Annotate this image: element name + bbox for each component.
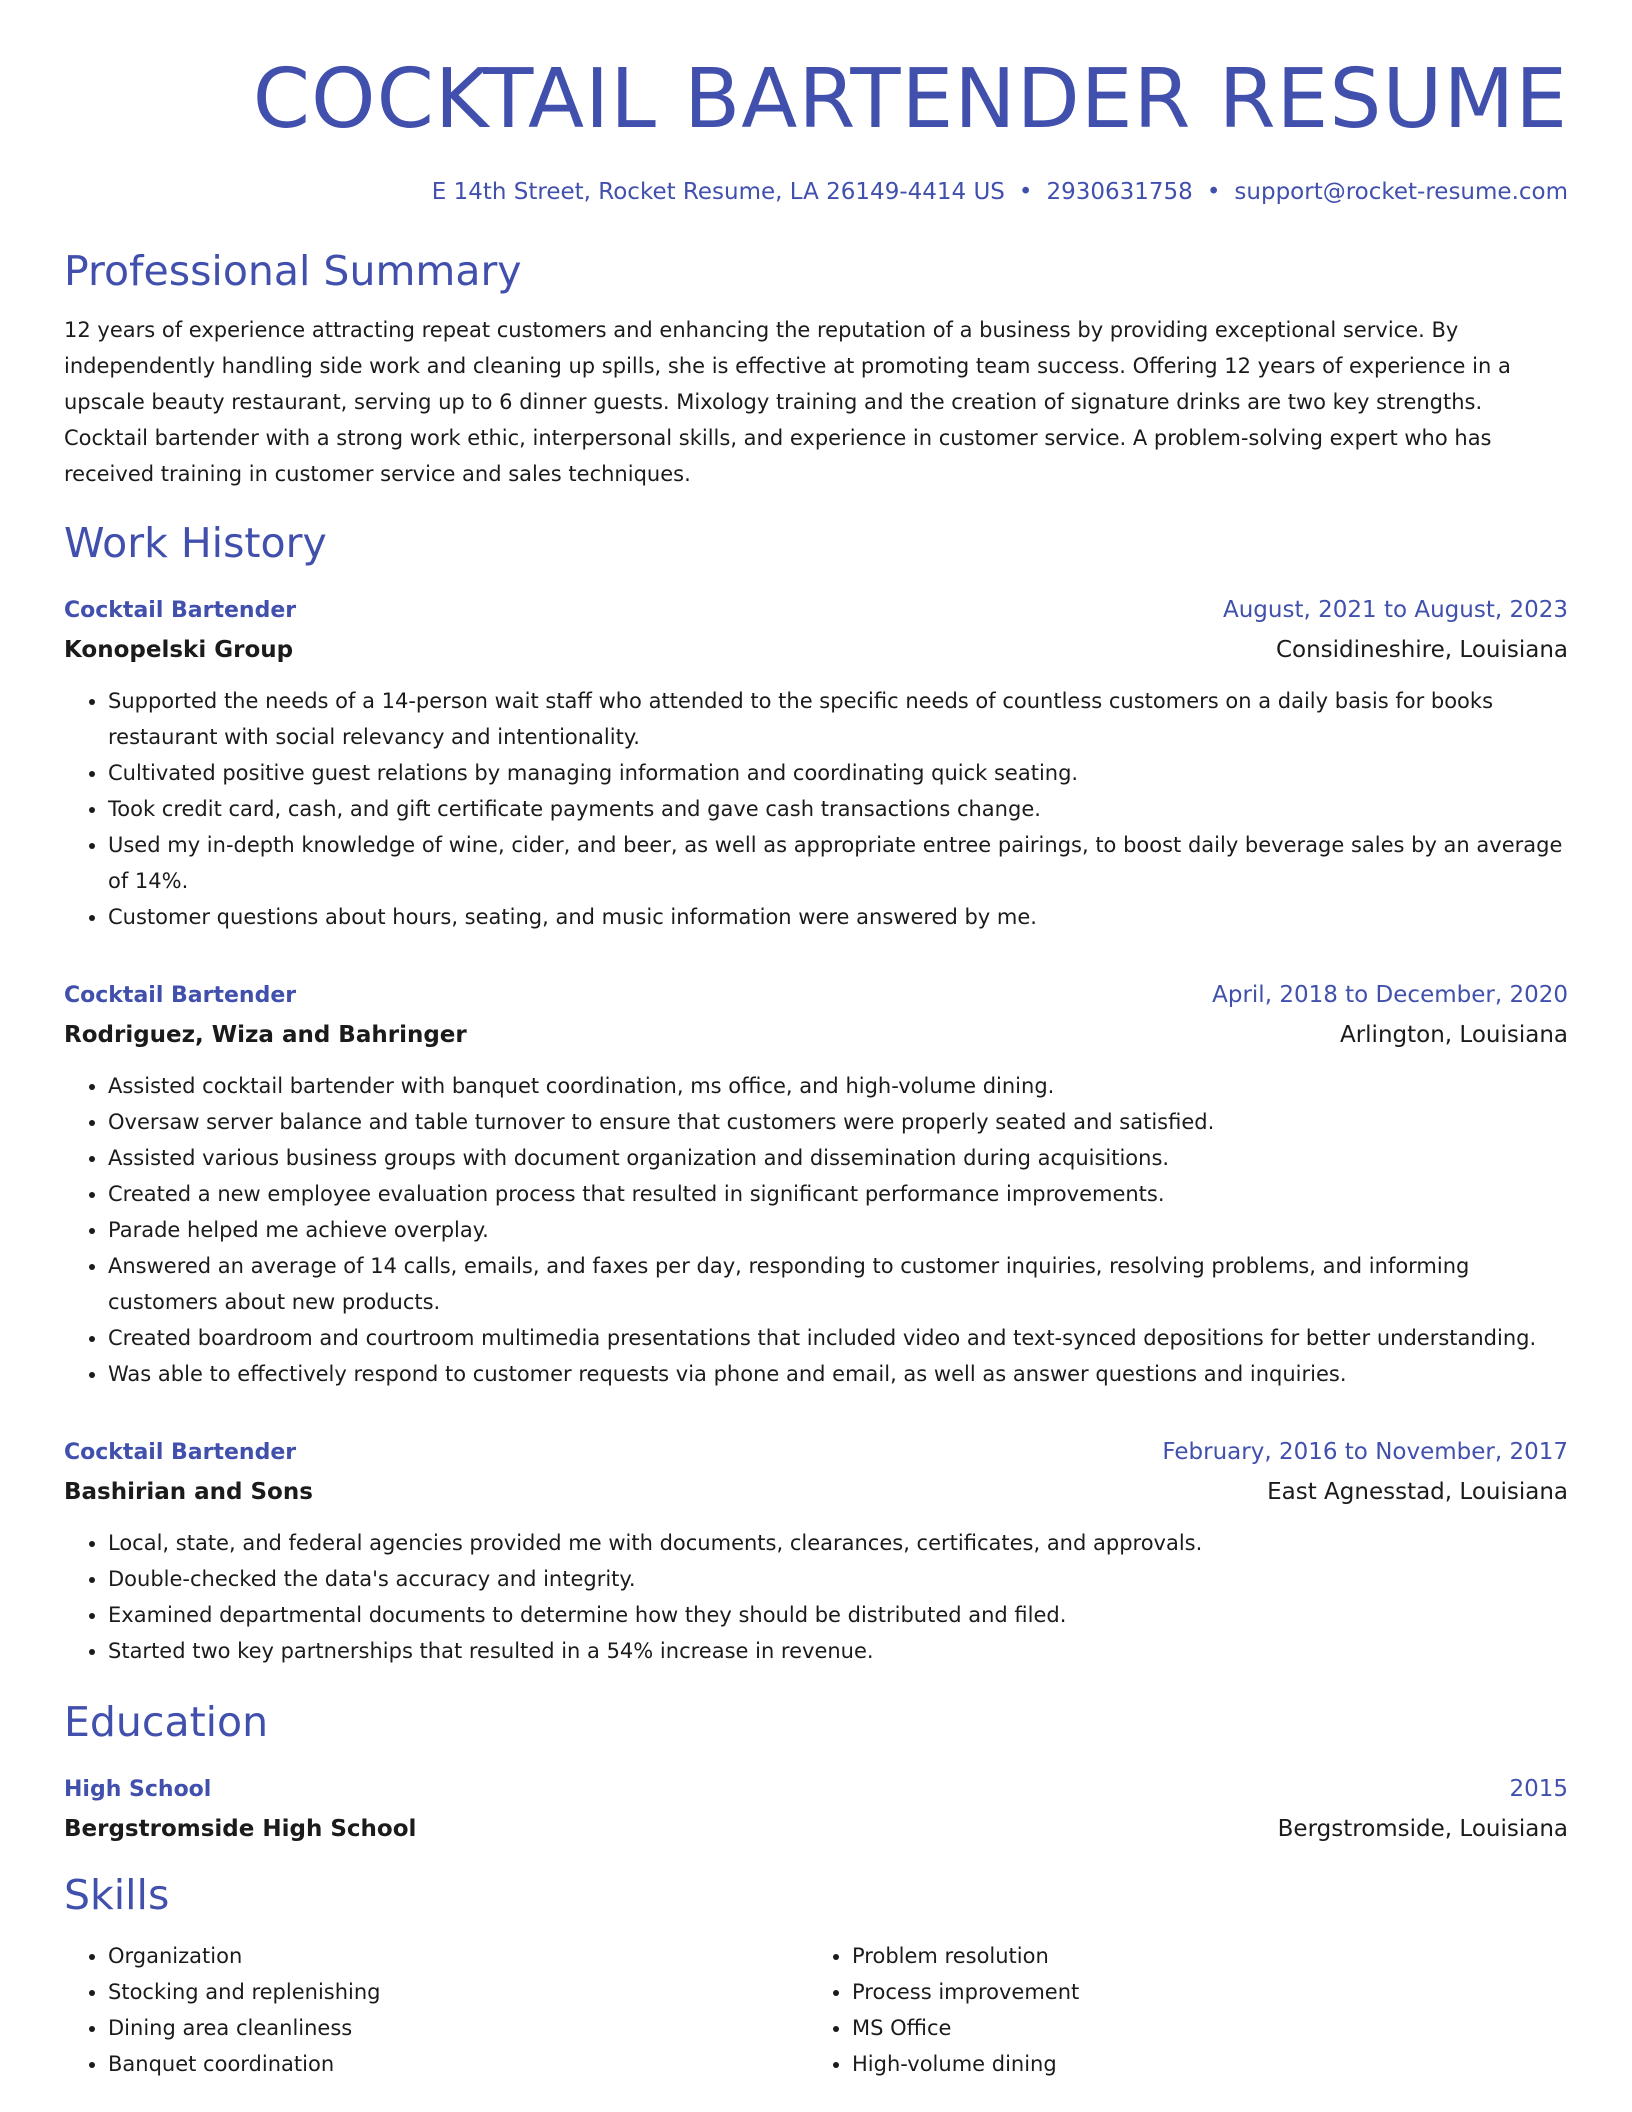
skill-item: • Process improvement (852, 1974, 1552, 2010)
skill-item: • Stocking and replenishing (108, 1974, 808, 2010)
job-bullet: • Assisted various business groups with document organization and dissemination during acquisitions. (108, 1140, 1568, 1176)
job-bullet: • Oversaw server balance and table turnover to ensure that customers were properly seated and satisfied. (108, 1104, 1568, 1140)
job-bullet: • Cultivated positive guest relations by managing information and coordinating quick seating. (108, 755, 1568, 791)
job-location: Considineshire, Louisiana (1275, 637, 1568, 663)
contact-separator: • (1018, 179, 1033, 205)
job-title: Cocktail Bartender (64, 1440, 297, 1465)
job-bullet: • Took credit card, cash, and gift certificate payments and gave cash transactions change. (108, 791, 1568, 827)
job-bullet: • Parade helped me achieve overplay. (108, 1212, 1568, 1248)
education-degree: High School (64, 1777, 212, 1802)
resume-page (64, 0, 1568, 2082)
education-entry (64, 1769, 1568, 1848)
contact-address: E 14th Street, Rocket Resume, LA 26149-4414 US (431, 179, 1005, 205)
skills-heading: Skills (64, 1871, 170, 1919)
job-dates: August, 2021 to August, 2023 (1223, 597, 1568, 623)
job-bullet: • Created a new employee evaluation process that resulted in significant performance improvements. (108, 1176, 1568, 1212)
summary-heading: Professional Summary (64, 247, 522, 295)
education-year: 2015 (1509, 1776, 1568, 1802)
education-location: Bergstromside, Louisiana (1277, 1816, 1568, 1842)
job-entry (64, 975, 1568, 1392)
job-dates: February, 2016 to November, 2017 (1162, 1439, 1568, 1465)
skill-item: • Dining area cleanliness (108, 2010, 808, 2046)
work-history-heading: Work History (64, 519, 327, 567)
skill-item: • Banquet coordination (108, 2046, 808, 2082)
job-bullet: • Started two key partnerships that resulted in a 54% increase in revenue. (108, 1633, 1568, 1669)
contact-email: support@rocket-resume.com (1234, 179, 1568, 205)
job-bullet: • Supported the needs of a 14-person wait staff who attended to the specific needs of countless customers on a daily basis for books restaurant with social relevancy and intentionality. (108, 683, 1568, 755)
job-entry (64, 1432, 1568, 1669)
job-bullet: • Customer questions about hours, seating, and music information were answered by me. (108, 899, 1568, 935)
skills-columns (64, 1938, 1568, 2082)
skills-list-left (64, 1938, 808, 2082)
job-dates: April, 2018 to December, 2020 (1212, 982, 1568, 1008)
job-bullet: • Answered an average of 14 calls, emails, and faxes per day, responding to customer inquiries, resolving problems, and informing customers about new products. (108, 1248, 1568, 1320)
job-bullet: • Local, state, and federal agencies provided me with documents, clearances, certificates, and approvals. (108, 1525, 1568, 1561)
job-entry (64, 590, 1568, 935)
job-title: Cocktail Bartender (64, 983, 297, 1008)
job-company: Bashirian and Sons (64, 1479, 313, 1505)
job-title: Cocktail Bartender (64, 598, 297, 623)
contact-line (64, 176, 1568, 208)
skill-item: • Organization (108, 1938, 808, 1974)
resume-title: COCKTAIL BARTENDER RESUME (252, 52, 1568, 147)
job-bullet-list (64, 1068, 1568, 1392)
contact-phone: 2930631758 (1046, 179, 1193, 205)
job-location: Arlington, Louisiana (1339, 1022, 1568, 1048)
job-bullet: • Created boardroom and courtroom multimedia presentations that included video and text-synced depositions for better understanding. (108, 1320, 1568, 1356)
contact-separator: • (1206, 179, 1221, 205)
job-bullet: • Used my in-depth knowledge of wine, cider, and beer, as well as appropriate entree pairings, to boost daily beverage sales by an average of 14%. (108, 827, 1568, 899)
job-bullet-list (64, 683, 1568, 935)
job-bullet: • Examined departmental documents to determine how they should be distributed and filed. (108, 1597, 1568, 1633)
skill-item: • Problem resolution (852, 1938, 1552, 1974)
job-company: Rodriguez, Wiza and Bahringer (64, 1022, 467, 1048)
education-heading: Education (64, 1698, 269, 1746)
skill-item: • High-volume dining (852, 2046, 1552, 2082)
job-company: Konopelski Group (64, 637, 294, 663)
summary-text: 12 years of experience attracting repeat customers and enhancing the reputation of a business by providing exceptional service. By independently handling side work and cleaning up spills, she is effective at promoting team success. Offering 12 years of experience in a upscale beauty restaurant, serving up to 6 dinner guests. Mixology training and the creation of signature drinks are two key strengths. Cocktail bartender with a strong work ethic, interpersonal skills, and experience in customer service. A problem-solving expert who has received training in customer service and sales techniques. (64, 318, 1511, 486)
education-school: Bergstromside High School (64, 1816, 417, 1842)
job-bullet: • Double-checked the data's accuracy and integrity. (108, 1561, 1568, 1597)
job-bullet: • Assisted cocktail bartender with banquet coordination, ms office, and high-volume dining. (108, 1068, 1568, 1104)
skills-list-right (808, 1938, 1552, 2082)
skill-item: • MS Office (852, 2010, 1552, 2046)
job-bullet: • Was able to effectively respond to customer requests via phone and email, as well as answer questions and inquiries. (108, 1356, 1568, 1392)
job-bullet-list (64, 1525, 1568, 1669)
job-location: East Agnesstad, Louisiana (1267, 1479, 1568, 1505)
